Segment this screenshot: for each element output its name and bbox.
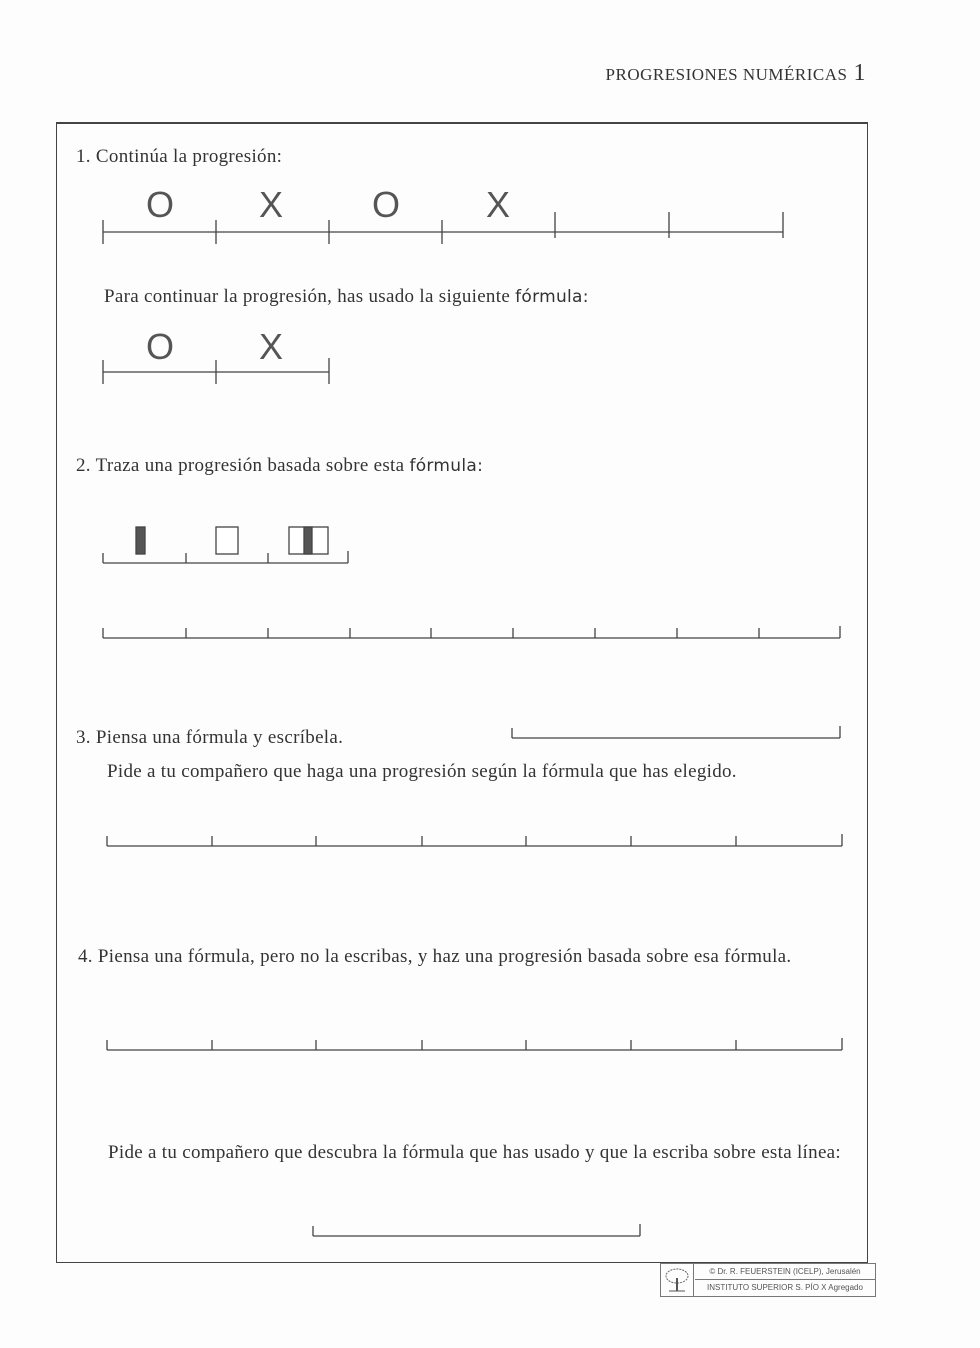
q3-formula-line[interactable] (512, 726, 840, 738)
q4-prompt (78, 946, 791, 968)
q3-prompt (76, 727, 343, 749)
q2-prompt (76, 455, 483, 477)
q1-symbol: O (146, 184, 175, 225)
q1-symbol: O (372, 184, 401, 225)
q4-instruction: Pide a tu compañero que descubra la fórmula que has usado y que la escriba sobre esta línea: (108, 1142, 841, 1163)
q1-formula-symbol: O (146, 326, 175, 367)
q1-text: Continúa la progresión: (95, 146, 283, 167)
page-number: 1 (853, 60, 866, 86)
header-title: PROGRESIONES NUMÉRICAS (605, 65, 848, 84)
q2-formula-line (103, 527, 348, 563)
q3-answer-line[interactable] (107, 834, 842, 846)
q1-formula-line (103, 358, 329, 384)
q1-formula-intro-text: Para continuar la progresión, has usado la siguiente (104, 286, 511, 307)
q4-text: Piensa una fórmula, pero no la escribas, y haz una progresión basada sobre esa fórmula. (97, 946, 792, 967)
q1-formula-intro (104, 286, 589, 308)
institute-text: INSTITUTO SUPERIOR S. PÍO X Agregado (707, 1283, 863, 1292)
dark-bar-symbol (136, 527, 145, 554)
q1-formula-symbol: X (259, 326, 284, 367)
q4-formula-line[interactable] (313, 1224, 640, 1236)
tree-logo-icon (661, 1264, 694, 1296)
empty-box-symbol (216, 527, 238, 554)
q1-symbol: X (259, 184, 284, 225)
q2-number: 2. (76, 455, 91, 476)
q1-sequence-line (103, 212, 783, 244)
q1-symbol: X (486, 184, 511, 225)
q3-instruction: Pide a tu compañero que haga una progresión según la fórmula que has elegido. (107, 761, 737, 782)
q4-number: 4. (78, 946, 93, 967)
q1-number: 1. (76, 146, 91, 167)
q1-prompt (76, 146, 282, 168)
copyright-text: © Dr. R. FEUERSTEIN (ICELP), Jerusalén (695, 1264, 875, 1280)
q3-number: 3. (76, 727, 91, 748)
q4-answer-line[interactable] (107, 1038, 842, 1050)
formula-word: fórmula: (409, 456, 484, 476)
copyright-footer (660, 1263, 876, 1297)
q3-text: Piensa una fórmula y escríbela. (95, 727, 344, 748)
formula-word: fórmula: (515, 287, 589, 307)
q2-text: Traza una progresión basada sobre esta (95, 455, 405, 476)
q2-answer-line[interactable] (103, 626, 840, 638)
